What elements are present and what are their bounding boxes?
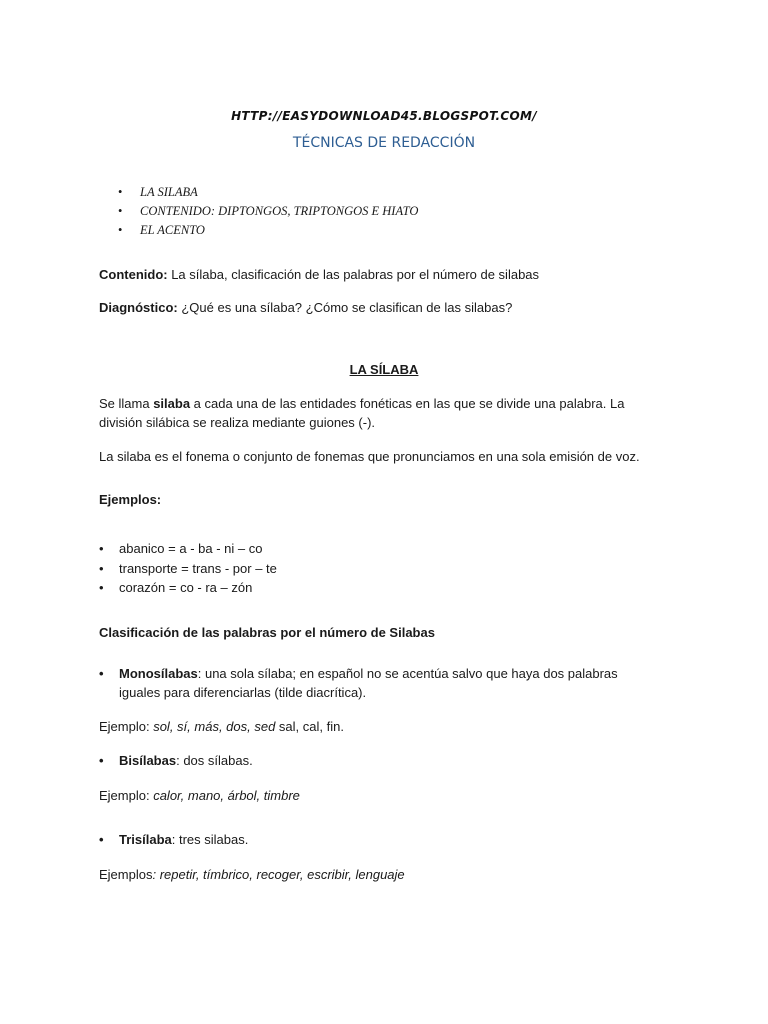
para1-pre: Se llama bbox=[99, 396, 154, 411]
tri-example bbox=[99, 865, 679, 884]
topic-item: • LA SILABA bbox=[118, 183, 418, 202]
ejemplos-label: Ejemplos: bbox=[99, 492, 162, 507]
trisilaba-item bbox=[99, 830, 659, 849]
example-item: • transporte = trans - por – te bbox=[99, 559, 277, 579]
tri-example-prefix: Ejemplos bbox=[99, 867, 153, 882]
clasificacion-heading bbox=[99, 623, 679, 642]
bi-example bbox=[99, 786, 679, 805]
contenido-text: La sílaba, clasificación de las palabras por el número de silabas bbox=[167, 267, 540, 282]
para1-post: a cada una de las entidades fonéticas en las que se divide una palabra. La división silábica se realiza mediante guiones (-). bbox=[99, 396, 625, 430]
paragraph-definition bbox=[99, 394, 659, 432]
diagnostico-label: Diagnóstico: bbox=[99, 300, 178, 315]
example-item: • abanico = a - ba - ni – co bbox=[99, 539, 277, 559]
monosilabas-item bbox=[99, 664, 659, 702]
contenido-line bbox=[99, 265, 679, 284]
contenido-label: Contenido: bbox=[99, 267, 168, 282]
paragraph-fonema: La silaba es el fonema o conjunto de fonemas que pronunciamos en una sola emisión de voz. bbox=[99, 449, 640, 464]
topic-item: • EL ACENTO bbox=[118, 221, 418, 240]
mono-label: Monosílabas bbox=[119, 666, 198, 681]
header-url: HTTP://EASYDOWNLOAD45.BLOGSPOT.COM/ bbox=[231, 109, 537, 123]
document-title: TÉCNICAS DE REDACCIÓN bbox=[292, 135, 476, 151]
bi-example-prefix: Ejemplo: bbox=[99, 788, 154, 803]
bi-text: : dos sílabas. bbox=[176, 753, 253, 768]
bullet-icon: • bbox=[99, 753, 104, 768]
diagnostico-line bbox=[99, 298, 679, 317]
bi-example-italic: calor, mano, árbol, timbre bbox=[153, 788, 300, 803]
tri-example-italic: : repetir, tímbrico, recoger, escribir, lenguaje bbox=[152, 867, 405, 882]
mono-example bbox=[99, 717, 679, 736]
tri-label: Trisílaba bbox=[119, 832, 172, 847]
mono-example-italic: sol, sí, más, dos, sed bbox=[153, 719, 276, 734]
mono-text: : una sola sílaba; en español no se acentúa salvo que haya dos palabras iguales para diferenciarlas (tilde diacrítica). bbox=[119, 666, 618, 700]
section-title: LA SÍLABA bbox=[349, 362, 419, 377]
mono-example-rest: sal, cal, fin. bbox=[275, 719, 344, 734]
mono-example-prefix: Ejemplo: bbox=[99, 719, 154, 734]
para1-bold: silaba bbox=[153, 396, 191, 411]
bi-label: Bisílabas bbox=[119, 753, 177, 768]
topic-item: • CONTENIDO: DIPTONGOS, TRIPTONGOS E HIATO bbox=[118, 202, 418, 221]
clasificacion-title: Clasificación de las palabras por el número de Silabas bbox=[99, 625, 435, 640]
topic-list bbox=[118, 183, 418, 240]
diagnostico-text: ¿Qué es una sílaba? ¿Cómo se clasifican de las silabas? bbox=[177, 300, 513, 315]
bullet-icon: • bbox=[99, 832, 104, 847]
examples-list bbox=[99, 539, 277, 598]
ejemplos-heading bbox=[99, 490, 679, 509]
tri-text: : tres silabas. bbox=[171, 832, 249, 847]
bullet-icon: • bbox=[99, 666, 104, 681]
bisilabas-item bbox=[99, 751, 659, 770]
example-item: • corazón = co - ra – zón bbox=[99, 578, 277, 598]
